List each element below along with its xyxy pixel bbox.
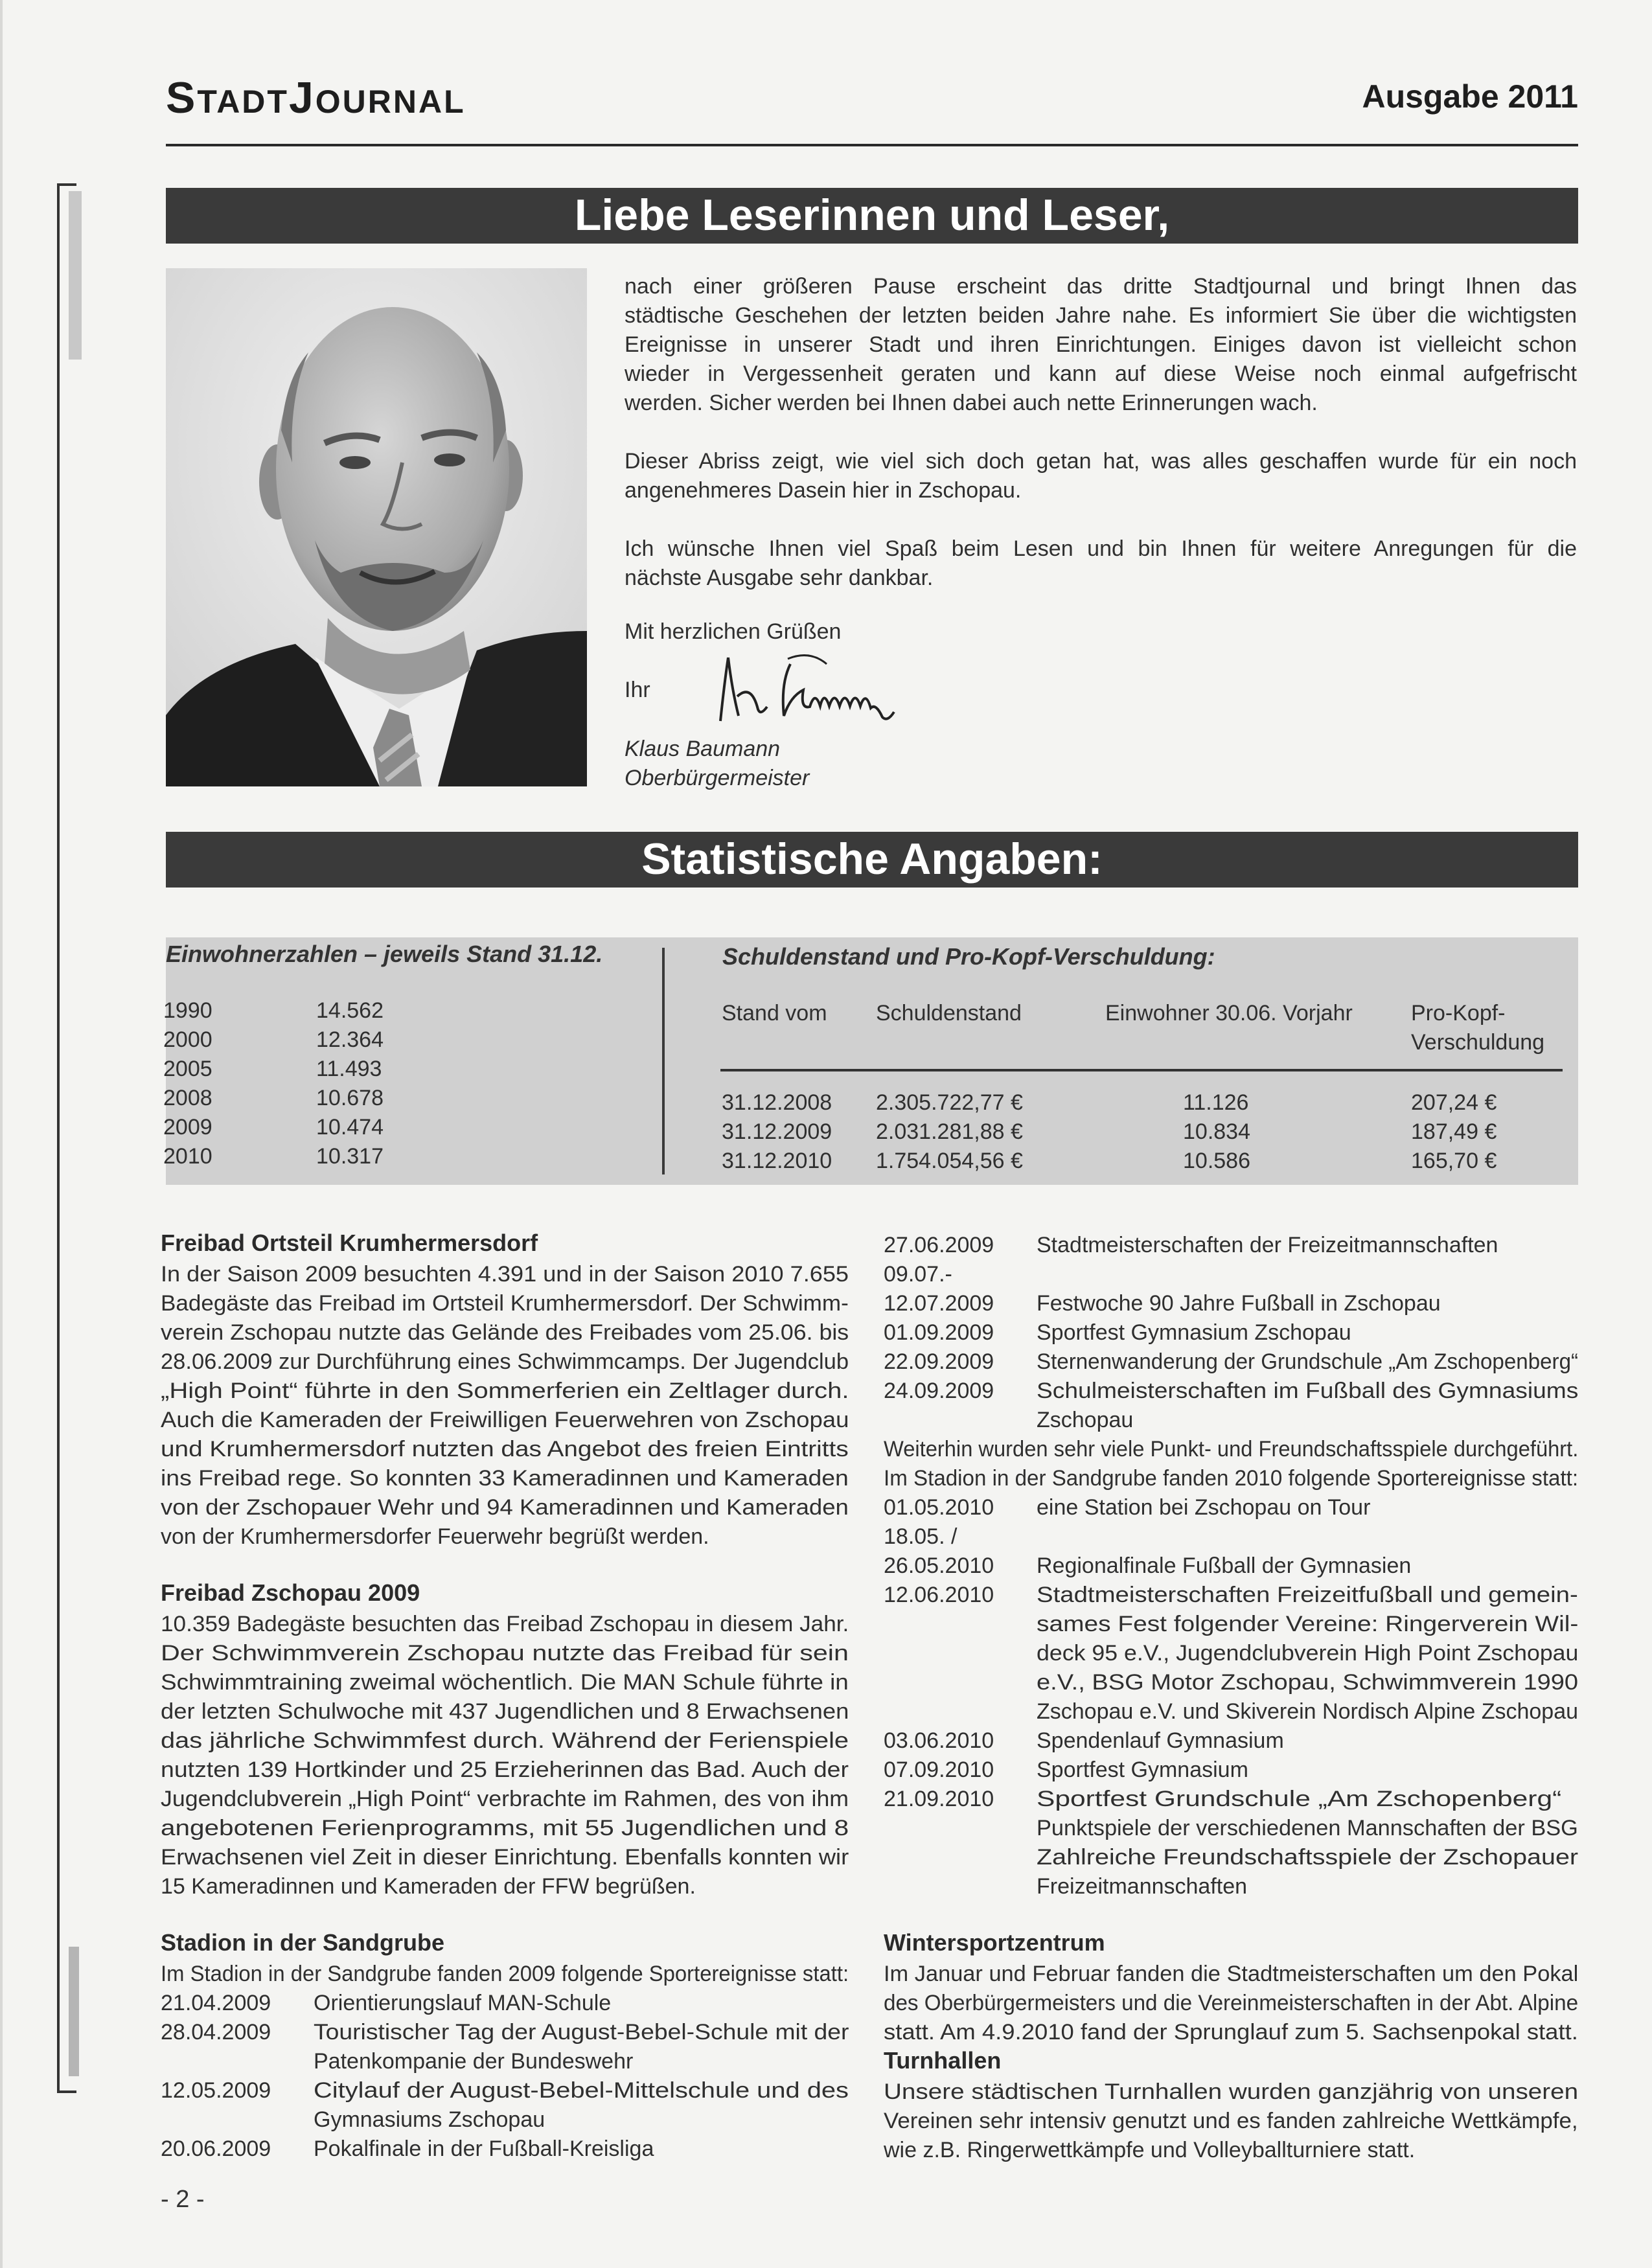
scan-mark [69, 1947, 79, 2076]
greeting-paragraph-3 [625, 534, 1577, 593]
masthead [166, 73, 466, 123]
population-year: 1990 [163, 998, 212, 1023]
event-date: 12.05.2009 [161, 2078, 271, 2103]
stadion-title: Stadion in der Sandgrube [161, 1929, 445, 1956]
event-description: Pokalfinale in der Fußball-Kreisliga [314, 2136, 654, 2161]
text-line: verein Zschopau nutzte das Gelände des Freibades vom 25.06. bis [161, 1320, 849, 1345]
text-line: Dieser Abriss zeigt, wie viel sich doch getan hat, was alles geschaffen wurde für ein noch [625, 449, 1577, 474]
text-line: In der Saison 2009 besuchten 4.391 und in der Saison 2010 7.655 [161, 1262, 849, 1287]
zsch-title: Freibad Zschopau 2009 [161, 1579, 420, 1606]
text-line: wieder in Vergessenheit geraten und kann auf diese Weise noch einmal aufgefrischt [625, 361, 1577, 386]
debt-residents: 10.834 [1183, 1119, 1250, 1144]
text-line: Schwimmtraining zweimal wöchentlich. Die MAN Schule führte in [161, 1670, 849, 1695]
text-line: Weiterhin wurden sehr viele Punkt- und Freundschaftsspiele durchgeführt. [884, 1437, 1579, 1461]
population-year: 2005 [163, 1057, 212, 1081]
debt-per-capita: 187,49 € [1411, 1119, 1497, 1144]
masthead-rest: TADT [197, 84, 289, 120]
debt-header: Verschuldung [1411, 1030, 1545, 1055]
greeting-closing: Mit herzlichen Grüßen [625, 619, 842, 644]
stats-title: Statistische Angaben: [641, 834, 1103, 884]
signature [713, 645, 907, 729]
text-line: Ereignisse in unserer Stadt und ihren Einrichtungen. Einiges davon ist vielleicht schon [625, 332, 1577, 357]
event-date: 22.09.2009 [884, 1349, 994, 1374]
event-date: 27.06.2009 [884, 1233, 994, 1257]
issue-label: Ausgabe 2011 [1362, 78, 1578, 115]
text-line: von der Krumhermersdorfer Feuerwehr begrüßt werden. [161, 1524, 709, 1549]
population-value: 10.317 [316, 1144, 384, 1169]
greeting-ihr: Ihr [625, 678, 650, 702]
masthead-rest: OURNAL [315, 84, 466, 120]
text-line: Erwachsenen viel Zeit in dieser Einrichtung. Ebenfalls konnten wir [161, 1845, 849, 1870]
event-description: Sportfest Grundschule „Am Zschopenberg“ [1037, 1787, 1562, 1811]
turn-text [884, 2078, 1578, 2165]
stadion-intro [161, 1960, 849, 1989]
text-line: nächste Ausgabe sehr dankbar. [625, 566, 934, 590]
note-1 [884, 1435, 1578, 1464]
event-date: 01.05.2010 [884, 1495, 994, 1520]
text-line: ins Freibad rege. So konnten 33 Kameradinnen und Kameraden [161, 1466, 849, 1491]
header-rule [166, 144, 1578, 146]
debt-residents: 11.126 [1183, 1090, 1249, 1115]
event-date: 28.04.2009 [161, 2020, 271, 2045]
zsch-text [161, 1610, 849, 1901]
event-date: 24.09.2009 [884, 1379, 994, 1403]
event-description: Sportfest Gymnasium Zschopau [1037, 1320, 1351, 1345]
masthead-initial: J [288, 73, 315, 122]
text-line: Jugendclubverein „High Point“ verbrachte im Rahmen, des von ihm [161, 1787, 849, 1811]
scan-bracket [57, 183, 60, 2092]
text-line: „High Point“ führte in den Sommerferien ein Zeltlager durch. [161, 1379, 849, 1403]
event-description: Punktspiele der verschiedenen Mannschaften der BSG [1037, 1816, 1578, 1840]
text-line: städtische Geschehen der letzten beiden Jahre nahe. Es informiert Sie über die wichtigsten [625, 303, 1577, 328]
text-line: Ich wünsche Ihnen viel Spaß beim Lesen und bin Ihnen für weitere Anregungen für die [625, 536, 1577, 561]
event-date: 20.06.2009 [161, 2136, 271, 2161]
population-value: 12.364 [316, 1027, 384, 1052]
text-line: angebotenen Ferienprogramms, mit 55 Jugendlichen und 8 [161, 1816, 849, 1840]
event-date: 18.05. / [884, 1524, 958, 1549]
turn-title: Turnhallen [884, 2047, 1002, 2074]
text-line: 28.06.2009 zur Durchführung eines Schwimmcamps. Der Jugendclub [161, 1349, 849, 1374]
event-description: Festwoche 90 Jahre Fußball in Zschopau [1037, 1291, 1441, 1316]
event-description: Zschopau [1037, 1408, 1134, 1432]
debt-date: 31.12.2008 [722, 1090, 832, 1115]
krum-title: Freibad Ortsteil Krumhermersdorf [161, 1230, 538, 1256]
scan-edge [0, 0, 3, 2268]
text-line: und Krumhermersdorf nutzten das Angebot des freien Eintritts [161, 1437, 849, 1461]
text-line: Badegäste das Freibad im Ortsteil Krumhermersdorf. Der Schwimm- [161, 1291, 849, 1316]
greeting-text [625, 272, 1577, 622]
event-date: 09.07.- [884, 1262, 952, 1287]
text-line: des Oberbürgermeisters und die Vereinmeisterschaften in der Abt. Alpine [884, 1991, 1579, 2015]
text-line: Im Stadion in der Sandgrube fanden 2010 folgende Sportereignisse statt: [884, 1466, 1579, 1491]
text-line: der letzten Schulwoche mit 437 Jugendlichen und 8 Erwachsenen [161, 1699, 849, 1724]
text-line: Auch die Kameraden der Freiwilligen Feuerwehren von Zschopau [161, 1408, 849, 1432]
population-year: 2008 [163, 1086, 212, 1110]
event-date: 26.05.2010 [884, 1553, 994, 1578]
population-value: 10.474 [316, 1115, 384, 1140]
scan-mark [69, 191, 82, 360]
event-date: 21.09.2010 [884, 1787, 994, 1811]
debt-title: Schuldenstand und Pro-Kopf-Verschuldung: [722, 943, 1215, 970]
event-description: eine Station bei Zschopau on Tour [1037, 1495, 1371, 1520]
event-description: Patenkompanie der Bundeswehr [314, 2049, 634, 2074]
scan-bracket-top [57, 183, 76, 186]
population-year: 2000 [163, 1027, 212, 1052]
debt-header: Pro-Kopf- [1411, 1001, 1506, 1025]
event-description: sames Fest folgender Vereine: Ringerverein Wil- [1037, 1612, 1579, 1636]
text-line: werden. Sicher werden bei Ihnen dabei auch nette Erinnerungen wach. [625, 391, 1318, 415]
population-year: 2009 [163, 1115, 212, 1140]
scan-bracket-bottom [57, 2090, 76, 2093]
text-line: Im Stadion in der Sandgrube fanden 2009 folgende Sportereignisse statt: [161, 1962, 849, 1986]
debt-per-capita: 165,70 € [1411, 1149, 1497, 1173]
mayor-role: Oberbürgermeister [625, 766, 810, 790]
greeting-title: Liebe Leserinnen und Leser, [574, 190, 1170, 240]
event-description: Sportfest Gymnasium [1037, 1758, 1248, 1782]
event-date: 21.04.2009 [161, 1991, 271, 2015]
note-2 [884, 1464, 1578, 1493]
debt-residents: 10.586 [1183, 1149, 1250, 1173]
debt-amount: 2.305.722,77 € [876, 1090, 1023, 1115]
stats-divider [662, 948, 665, 1174]
population-value: 14.562 [316, 998, 384, 1023]
population-value: 10.678 [316, 1086, 384, 1110]
event-description: Spendenlauf Gymnasium [1037, 1728, 1284, 1753]
text-line: nutzten 139 Hortkinder und 25 Erzieherinnen das Bad. Auch der [161, 1758, 849, 1782]
debt-per-capita: 207,24 € [1411, 1090, 1497, 1115]
text-line: 15 Kameradinnen und Kameraden der FFW begrüßen. [161, 1874, 696, 1899]
winter-title: Wintersportzentrum [884, 1929, 1105, 1956]
event-date: 01.09.2009 [884, 1320, 994, 1345]
event-description: Zschopau e.V. und Skiverein Nordisch Alpine Zschopau [1037, 1699, 1579, 1724]
text-line: Der Schwimmverein Zschopau nutzte das Freibad für sein [161, 1641, 849, 1666]
event-description: Freizeitmannschaften [1037, 1874, 1248, 1899]
text-line: Vereinen sehr intensiv genutzt und es fanden zahlreiche Wettkämpfe, [884, 2109, 1578, 2133]
mayor-portrait [166, 268, 587, 786]
debt-amount: 1.754.054,56 € [876, 1149, 1023, 1173]
event-date: 12.07.2009 [884, 1291, 994, 1316]
text-line: das jährliche Schwimmfest durch. Während der Ferienspiele [161, 1728, 849, 1753]
text-line: nach einer größeren Pause erscheint das dritte Stadtjournal und bringt Ihnen das [625, 274, 1577, 299]
population-title: Einwohnerzahlen – jeweils Stand 31.12. [166, 941, 603, 967]
mayor-name: Klaus Baumann [625, 737, 781, 761]
debt-header: Schuldenstand [876, 1001, 1022, 1025]
event-description: deck 95 e.V., Jugendclubverein High Point Zschopau [1037, 1641, 1579, 1666]
event-date: 07.09.2010 [884, 1758, 994, 1782]
page-number: - 2 - [161, 2186, 205, 2213]
krum-text [161, 1260, 849, 1552]
event-description: e.V., BSG Motor Zschopau, Schwimmverein 1990 [1037, 1670, 1579, 1695]
text-line: Unsere städtischen Turnhallen wurden ganzjährig von unseren [884, 2079, 1579, 2104]
text-line: wie z.B. Ringerwettkämpfe und Volleyballturniere statt. [884, 2138, 1416, 2162]
event-description: Schulmeisterschaften im Fußball des Gymnasiums [1037, 1379, 1579, 1403]
event-description: Gymnasiums Zschopau [314, 2107, 545, 2132]
text-line: 10.359 Badegäste besuchten das Freibad Zschopau in diesem Jahr. [161, 1612, 849, 1636]
event-date: 03.06.2010 [884, 1728, 994, 1753]
event-description: Touristischer Tag der August-Bebel-Schule mit der [314, 2020, 849, 2045]
event-description: Stadtmeisterschaften der Freizeitmannschaften [1037, 1233, 1498, 1257]
greeting-paragraph-2 [625, 447, 1577, 505]
event-description: Citylauf der August-Bebel-Mittelschule und des [314, 2078, 849, 2103]
event-description: Regionalfinale Fußball der Gymnasien [1037, 1553, 1412, 1578]
event-description: Orientierungslauf MAN-Schule [314, 1991, 612, 2015]
debt-header: Stand vom [722, 1001, 827, 1025]
text-line: von der Zschopauer Wehr und 94 Kameradinnen und Kameraden [161, 1495, 849, 1520]
debt-header: Einwohner 30.06. Vorjahr [1105, 1001, 1353, 1025]
event-date: 12.06.2010 [884, 1583, 994, 1607]
winter-text [884, 1960, 1578, 2047]
debt-table-rule [720, 1069, 1563, 1071]
greeting-paragraph-1 [625, 272, 1577, 418]
debt-amount: 2.031.281,88 € [876, 1119, 1023, 1144]
masthead-initial: S [166, 73, 198, 122]
greeting-title-bar [166, 188, 1578, 244]
text-line: angenehmeres Dasein hier in Zschopau. [625, 478, 1022, 503]
text-line: Im Januar und Februar fanden die Stadtmeisterschaften um den Pokal [884, 1962, 1579, 1986]
debt-date: 31.12.2009 [722, 1119, 832, 1144]
event-description: Stadtmeisterschaften Freizeitfußball und gemein- [1037, 1583, 1578, 1607]
debt-date: 31.12.2010 [722, 1149, 832, 1173]
event-description: Zahlreiche Freundschaftsspiele der Zschopauer [1037, 1845, 1579, 1870]
population-year: 2010 [163, 1144, 212, 1169]
population-value: 11.493 [316, 1057, 382, 1081]
stats-title-bar [166, 832, 1578, 888]
event-description: Sternenwanderung der Grundschule „Am Zschopenberg“ [1037, 1349, 1579, 1374]
text-line: statt. Am 4.9.2010 fand der Sprunglauf zum 5. Sachsenpokal statt. [884, 2020, 1578, 2045]
